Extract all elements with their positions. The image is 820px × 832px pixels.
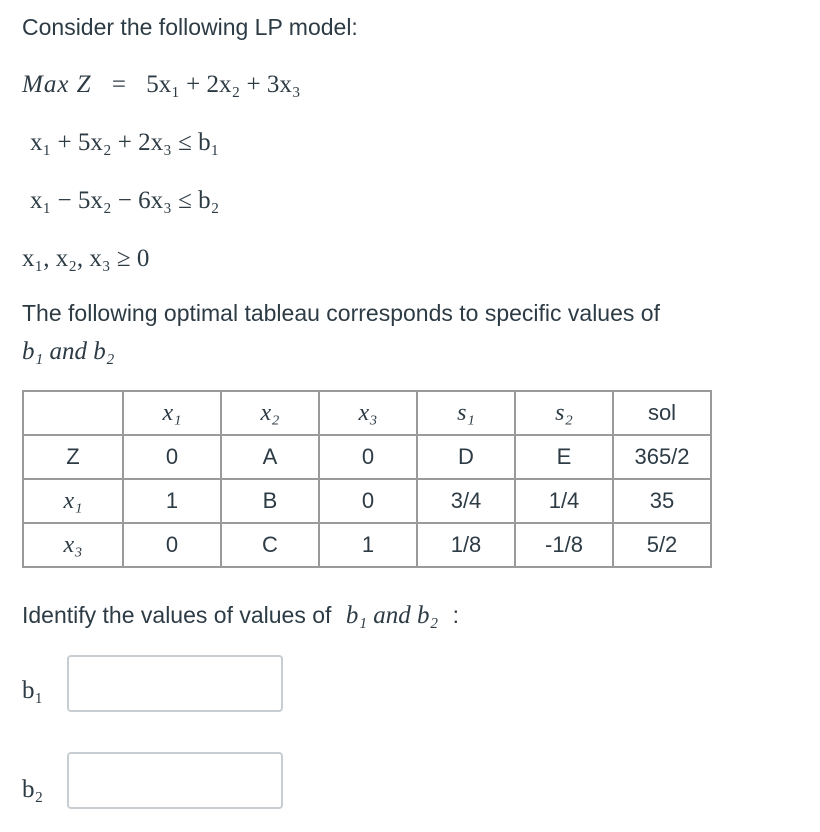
nonnegativity-constraint: x₁, x₂, x₃ ≥ 0 (22, 245, 150, 272)
table-row (23, 435, 711, 479)
question-vars: b₁ and b₂ (345, 602, 439, 629)
header-cell-blank (23, 391, 123, 435)
table-cell: 365/2 (613, 435, 711, 479)
header-cell-sol: sol (613, 391, 711, 435)
tableau-header-row (23, 391, 711, 435)
table-cell: 0 (319, 435, 417, 479)
table-row (23, 523, 711, 567)
constraint-2: x₁ − 5x₂ − 6x₃ ≤ b₂ (30, 187, 220, 214)
question-colon: : (452, 602, 459, 628)
table-cell: 35 (613, 479, 711, 523)
question-text (22, 600, 459, 631)
row-label-x1: x₁ (23, 479, 123, 523)
table-cell: 1/8 (417, 523, 515, 567)
header-cell-s2: s₂ (515, 391, 613, 435)
table-cell: -1/8 (515, 523, 613, 567)
table-cell: 1/4 (515, 479, 613, 523)
table-cell: C (221, 523, 319, 567)
table-cell: 1 (319, 523, 417, 567)
b2-label: b₂ (22, 776, 44, 803)
table-cell: A (221, 435, 319, 479)
intro-text: Consider the following LP model: (22, 14, 358, 40)
header-cell-x1: x₁ (123, 391, 221, 435)
table-cell: 5/2 (613, 523, 711, 567)
table-cell: E (515, 435, 613, 479)
row-label-x3: x₃ (23, 523, 123, 567)
tableau-intro-line2: b₁ and b₂ (22, 338, 115, 365)
header-cell-s1: s₁ (417, 391, 515, 435)
tableau-intro-line1: The following optimal tableau corresponds to specific values of (22, 300, 660, 326)
header-cell-x3: x₃ (319, 391, 417, 435)
header-cell-x2: x₂ (221, 391, 319, 435)
objective-rhs: 5x₁ + 2x₂ + 3x₃ (146, 71, 301, 98)
table-cell: 3/4 (417, 479, 515, 523)
row-label-z: Z (23, 435, 123, 479)
optimal-tableau (22, 390, 712, 568)
table-cell: 0 (319, 479, 417, 523)
table-cell: D (417, 435, 515, 479)
objective-function (22, 70, 301, 100)
b1-label: b₁ (22, 677, 44, 704)
table-cell: 0 (123, 523, 221, 567)
b1-answer-input[interactable] (67, 655, 283, 712)
objective-prefix: Max Z (22, 71, 92, 98)
b2-answer-input[interactable] (67, 752, 283, 809)
table-row (23, 479, 711, 523)
table-cell: B (221, 479, 319, 523)
question-label: Identify the values of values of (22, 602, 332, 628)
table-cell: 0 (123, 435, 221, 479)
constraint-1: x₁ + 5x₂ + 2x₃ ≤ b₁ (30, 129, 220, 156)
objective-equals: = (111, 71, 126, 98)
table-cell: 1 (123, 479, 221, 523)
